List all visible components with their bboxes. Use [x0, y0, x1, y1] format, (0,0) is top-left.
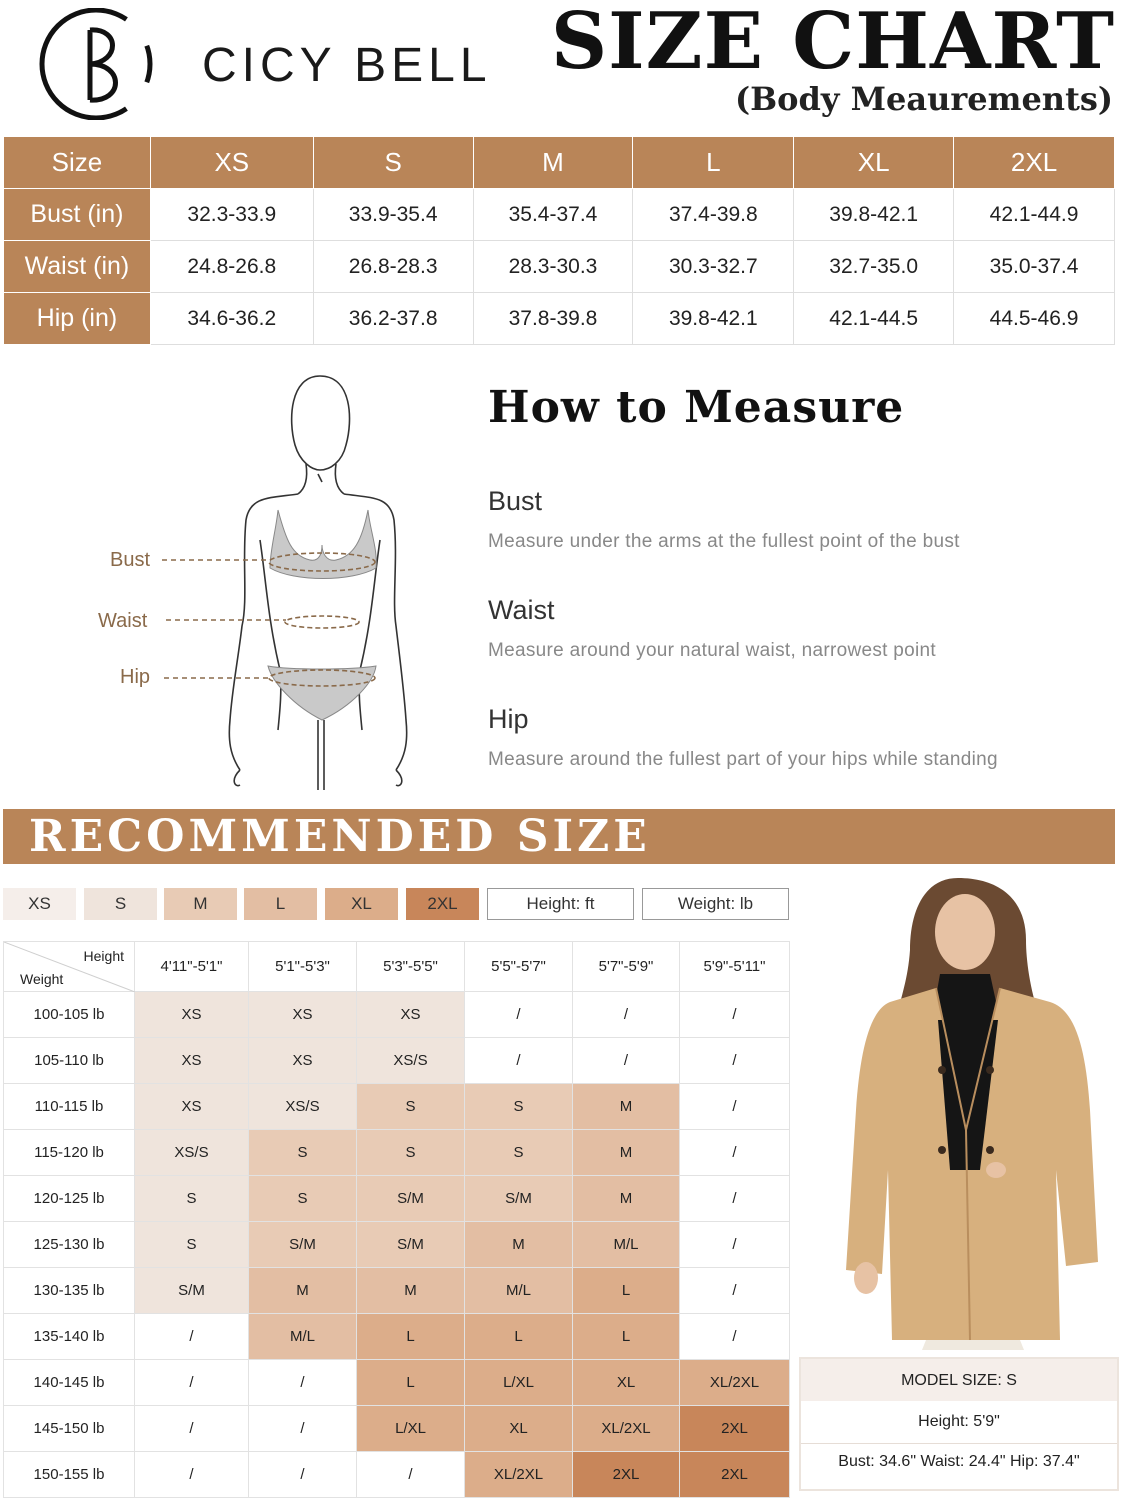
size-cell: XS/S [249, 1084, 357, 1130]
size-cell: XS [249, 1038, 357, 1084]
size-cell: / [249, 1360, 357, 1406]
corner-weight-label: Weight [20, 971, 64, 987]
size-header-m: M [473, 137, 633, 189]
table-cell: 42.1-44.9 [954, 189, 1115, 241]
size-cell: XS/S [357, 1038, 465, 1084]
weight-label: 100-105 lb [4, 992, 135, 1038]
size-cell: M [357, 1268, 465, 1314]
table-row [4, 1222, 790, 1268]
weight-unit-box: Weight: lb [642, 888, 789, 920]
size-cell: L [465, 1314, 573, 1360]
size-cell: L [357, 1314, 465, 1360]
table-row [4, 1314, 790, 1360]
figure-label-hip: Hip [120, 666, 151, 688]
row-label-hip: Hip (in) [4, 293, 151, 345]
brand-name: CICY BELL [202, 39, 492, 92]
size-cell: S/M [357, 1176, 465, 1222]
weight-label: 110-115 lb [4, 1084, 135, 1130]
legend-chip-m: M [164, 888, 237, 920]
size-cell: S/M [249, 1222, 357, 1268]
table-row [4, 1130, 790, 1176]
weight-label: 115-120 lb [4, 1130, 135, 1176]
legend-chip-xs: XS [3, 888, 76, 920]
measure-item-name: Bust [488, 486, 543, 516]
size-cell: XL [465, 1406, 573, 1452]
table-row [4, 1452, 790, 1498]
weight-label: 120-125 lb [4, 1176, 135, 1222]
model-measurements: Bust: 34.6" Waist: 24.4" Hip: 37.4" [838, 1453, 1080, 1470]
legend-chip-2xl: 2XL [406, 888, 479, 920]
size-cell: XS [135, 992, 249, 1038]
recommended-size-title: RECOMMENDED SIZE [29, 811, 651, 862]
size-header-s: S [313, 137, 473, 189]
size-cell: M [573, 1130, 680, 1176]
size-cell: M [573, 1176, 680, 1222]
size-cell: / [249, 1406, 357, 1452]
table-cell: 44.5-46.9 [954, 293, 1115, 345]
figure-label-waist: Waist [98, 610, 148, 632]
size-cell: / [357, 1452, 465, 1498]
size-cell: S [357, 1130, 465, 1176]
weight-label: 145-150 lb [4, 1406, 135, 1452]
model-divider [801, 1443, 1117, 1444]
how-to-measure-title: How to Measure [488, 382, 905, 433]
table-cell: 24.8-26.8 [150, 241, 313, 293]
measure-item-desc: Measure around the fullest part of your hips while standing [488, 749, 998, 770]
model-height: Height: 5'9" [918, 1413, 1000, 1430]
weight-label: 130-135 lb [4, 1268, 135, 1314]
size-header-2xl: 2XL [954, 137, 1115, 189]
size-cell: / [249, 1452, 357, 1498]
measure-item-bust [488, 486, 1108, 553]
body-figure [90, 370, 440, 790]
size-cell: XL/2XL [465, 1452, 573, 1498]
measure-item-hip [488, 704, 1108, 771]
size-cell: / [573, 992, 680, 1038]
table-cell: 37.4-39.8 [633, 189, 794, 241]
height-header: 5'7"-5'9" [573, 942, 680, 992]
size-cell: / [680, 992, 790, 1038]
figure-label-bust: Bust [110, 549, 151, 571]
size-cell: / [135, 1360, 249, 1406]
size-cell: S/M [357, 1222, 465, 1268]
size-cell: S [249, 1176, 357, 1222]
size-cell: / [680, 1176, 790, 1222]
size-cell: 2XL [680, 1406, 790, 1452]
page-title: SIZE CHART [550, 0, 1115, 87]
row-label-bust: Bust (in) [4, 189, 151, 241]
rec-header-row [4, 942, 790, 992]
table-cell: 35.4-37.4 [473, 189, 633, 241]
size-cell: S [465, 1084, 573, 1130]
size-cell: S [249, 1130, 357, 1176]
table-cell: 33.9-35.4 [313, 189, 473, 241]
measure-item-name: Waist [488, 595, 555, 625]
table-row-bust [4, 189, 1115, 241]
weight-label: 105-110 lb [4, 1038, 135, 1084]
corner-height-label: Height [83, 948, 124, 964]
size-header-l: L [633, 137, 794, 189]
size-header-xl: XL [794, 137, 954, 189]
size-corner: Size [4, 137, 151, 189]
table-cell: 35.0-37.4 [954, 241, 1115, 293]
size-cell: L/XL [357, 1406, 465, 1452]
brand-logo [38, 8, 156, 120]
height-header: 5'9"-5'11" [680, 942, 790, 992]
table-cell: 30.3-32.7 [633, 241, 794, 293]
size-cell: M [249, 1268, 357, 1314]
legend-chip-l: L [244, 888, 317, 920]
size-cell: L/XL [465, 1360, 573, 1406]
size-cell: / [465, 1038, 573, 1084]
table-row [4, 1268, 790, 1314]
legend-chip-s: S [84, 888, 157, 920]
size-cell: XS/S [135, 1130, 249, 1176]
weight-label: 140-145 lb [4, 1360, 135, 1406]
size-cell: S/M [465, 1176, 573, 1222]
size-cell: S [465, 1130, 573, 1176]
size-cell: 2XL [573, 1452, 680, 1498]
size-cell: / [135, 1406, 249, 1452]
model-size-box [799, 1357, 1119, 1491]
legend-chip-xl: XL [325, 888, 398, 920]
size-cell: 2XL [680, 1452, 790, 1498]
size-cell: XS [135, 1084, 249, 1130]
size-cell: L [573, 1268, 680, 1314]
recommended-size-table [3, 941, 790, 1498]
size-cell: S [135, 1222, 249, 1268]
page-subtitle: (Body Meaurements) [734, 80, 1113, 118]
size-cell: / [135, 1452, 249, 1498]
table-cell: 32.3-33.9 [150, 189, 313, 241]
table-row [4, 1360, 790, 1406]
size-cell: XL/2XL [573, 1406, 680, 1452]
recommended-size-banner [3, 809, 1115, 864]
size-cell: XL [573, 1360, 680, 1406]
measure-item-desc: Measure under the arms at the fullest point of the bust [488, 531, 960, 552]
size-cell: M [465, 1222, 573, 1268]
height-header: 5'3"-5'5" [357, 942, 465, 992]
table-row [4, 1038, 790, 1084]
table-cell: 36.2-37.8 [313, 293, 473, 345]
size-cell: / [135, 1314, 249, 1360]
table-cell: 39.8-42.1 [633, 293, 794, 345]
model-photo [830, 870, 1116, 1350]
size-cell: / [465, 992, 573, 1038]
size-cell: L [357, 1360, 465, 1406]
size-cell: S/M [135, 1268, 249, 1314]
table-row-waist [4, 241, 1115, 293]
table-row [4, 992, 790, 1038]
table-cell: 37.8-39.8 [473, 293, 633, 345]
table-cell: 39.8-42.1 [794, 189, 954, 241]
size-cell: / [680, 1222, 790, 1268]
table-row [4, 1406, 790, 1452]
table-cell: 28.3-30.3 [473, 241, 633, 293]
size-cell: M/L [573, 1222, 680, 1268]
size-cell: XS [249, 992, 357, 1038]
size-cell: L [573, 1314, 680, 1360]
table-cell: 42.1-44.5 [794, 293, 954, 345]
size-cell: / [680, 1314, 790, 1360]
table-cell: 34.6-36.2 [150, 293, 313, 345]
size-table [3, 136, 1115, 345]
height-header: 5'1"-5'3" [249, 942, 357, 992]
weight-label: 125-130 lb [4, 1222, 135, 1268]
size-cell: M/L [465, 1268, 573, 1314]
size-cell: XS [357, 992, 465, 1038]
size-cell: / [680, 1084, 790, 1130]
weight-label: 150-155 lb [4, 1452, 135, 1498]
size-cell: M [573, 1084, 680, 1130]
measure-item-name: Hip [488, 704, 529, 734]
model-size-title: MODEL SIZE: S [801, 1359, 1117, 1401]
table-row-hip [4, 293, 1115, 345]
size-cell: / [680, 1038, 790, 1084]
height-header: 5'5"-5'7" [465, 942, 573, 992]
table-cell: 26.8-28.3 [313, 241, 473, 293]
measure-item-waist [488, 595, 1108, 662]
table-cell: 32.7-35.0 [794, 241, 954, 293]
size-header-xs: XS [150, 137, 313, 189]
size-cell: / [680, 1130, 790, 1176]
measure-item-desc: Measure around your natural waist, narrowest point [488, 640, 937, 661]
weight-label: 135-140 lb [4, 1314, 135, 1360]
size-cell: XS [135, 1038, 249, 1084]
size-cell: / [680, 1268, 790, 1314]
body-outline-icon [90, 370, 440, 790]
size-cell: XL/2XL [680, 1360, 790, 1406]
size-cell: / [573, 1038, 680, 1084]
height-unit-box: Height: ft [487, 888, 634, 920]
size-cell: S [357, 1084, 465, 1130]
size-cell: M/L [249, 1314, 357, 1360]
model-photo-image [830, 870, 1116, 1350]
table-row [4, 1176, 790, 1222]
size-header-row [4, 137, 1115, 189]
row-label-waist: Waist (in) [4, 241, 151, 293]
size-cell: S [135, 1176, 249, 1222]
rec-corner-cell [4, 942, 135, 992]
height-header: 4'11"-5'1" [135, 942, 249, 992]
table-row [4, 1084, 790, 1130]
